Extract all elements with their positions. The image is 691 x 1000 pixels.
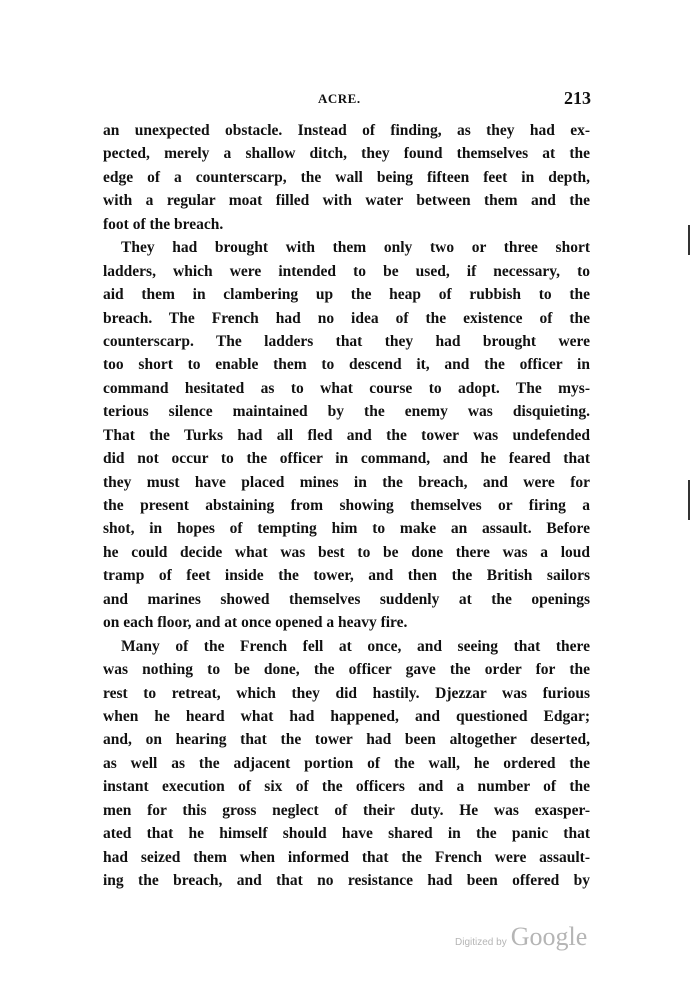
text-line-content: as well as the adjacent portion of the wall, he ordered the [103,754,590,772]
body-text [103,119,590,892]
text-line [103,822,590,845]
text-line [103,471,590,494]
text-line-content: Many of the French fell at once, and seeing that there [121,637,590,655]
running-title: ACRE. [318,91,361,106]
text-line-content: ing the breach, and that no resistance had been offered by [103,872,590,889]
text-line-content: aid them in clambering up the heap of rubbish to the [103,286,590,304]
scan-edge-mark [688,225,690,255]
text-line [103,307,590,330]
text-line-content: rest to retreat, which they did hastily. Djezzar was furious [103,684,590,702]
text-line [103,611,590,634]
watermark-brand: Google [510,922,588,951]
text-line-content: command hesitated as to what course to adopt. The mys- [103,379,590,397]
text-line [103,330,590,353]
text-line [103,799,590,822]
text-line-content: and marines showed themselves suddenly at the openings [103,590,590,608]
text-line-content: shot, in hopes of tempting him to make an assault. Before [103,520,590,538]
watermark-prefix: Digitized by [455,937,507,948]
text-line [103,588,590,611]
text-line [103,260,590,283]
text-line [103,447,590,470]
text-line [103,166,590,189]
text-line-content: terious silence maintained by the enemy was disquieting. [103,403,590,421]
text-line-content: they must have placed mines in the breach, and were for [103,473,590,491]
text-line [103,283,590,306]
text-line [103,682,590,705]
text-line [103,142,590,165]
text-line-content: on each floor, and at once opened a heavy fire. [103,614,408,632]
text-line-content: instant execution of six of the officers and a number of the [103,778,590,796]
text-line [103,658,590,681]
text-line-content: They had brought with them only two or three short [121,239,590,257]
text-line-content: tramp of feet inside the tower, and then the British sailors [103,567,590,585]
text-line [103,377,590,400]
text-line-content: ladders, which were intended to be used, if necessary, to [103,262,590,280]
text-line-content: had seized them when informed that the French were assault- [103,848,590,866]
digitized-by-google-watermark [455,922,587,952]
scan-edge-mark [688,480,690,520]
text-line-content: edge of a counterscarp, the wall being fifteen feet in depth, [103,168,590,186]
page-number: 213 [564,88,591,108]
text-line [103,189,590,212]
text-line [103,564,590,587]
text-line [103,705,590,728]
text-line [103,213,590,236]
text-line [103,494,590,517]
text-line [103,635,590,658]
text-line-content: an unexpected obstacle. Instead of finding, as they had ex- [103,122,590,139]
text-line-content: too short to enable them to descend it, and the officer in [103,356,590,374]
text-line-content: ated that he himself should have shared in the panic that [103,825,590,843]
text-line [103,775,590,798]
text-line-content: he could decide what was best to be done there was a loud [103,543,590,561]
text-line [103,236,590,259]
text-line-content: counterscarp. The ladders that they had brought were [103,332,590,350]
text-line-content: men for this gross neglect of their duty. He was exasper- [103,801,590,819]
text-line-content: That the Turks had all fled and the tower was undefended [103,426,590,444]
text-line [103,119,590,142]
text-line-content: the present abstaining from showing themselves or firing a [103,497,590,514]
text-line [103,424,590,447]
text-line [103,541,590,564]
text-line-content: when he heard what had happened, and questioned Edgar; [103,707,590,725]
text-line [103,752,590,775]
text-line-content: with a regular moat filled with water between them and the [103,192,590,210]
text-line-content: was nothing to be done, the officer gave the order for the [103,661,590,679]
text-line-content: breach. The French had no idea of the existence of the [103,309,590,327]
text-line-content: foot of the breach. [103,215,224,233]
text-line [103,846,590,869]
text-line [103,400,590,423]
text-line [103,353,590,376]
text-line [103,728,590,751]
text-line-content: and, on hearing that the tower had been altogether deserted, [103,731,590,749]
text-line-content: pected, merely a shallow ditch, they found themselves at the [103,145,590,163]
page-header [103,88,591,112]
text-line [103,517,590,540]
text-line [103,869,590,892]
text-line-content: did not occur to the officer in command, and he feared that [103,450,590,468]
